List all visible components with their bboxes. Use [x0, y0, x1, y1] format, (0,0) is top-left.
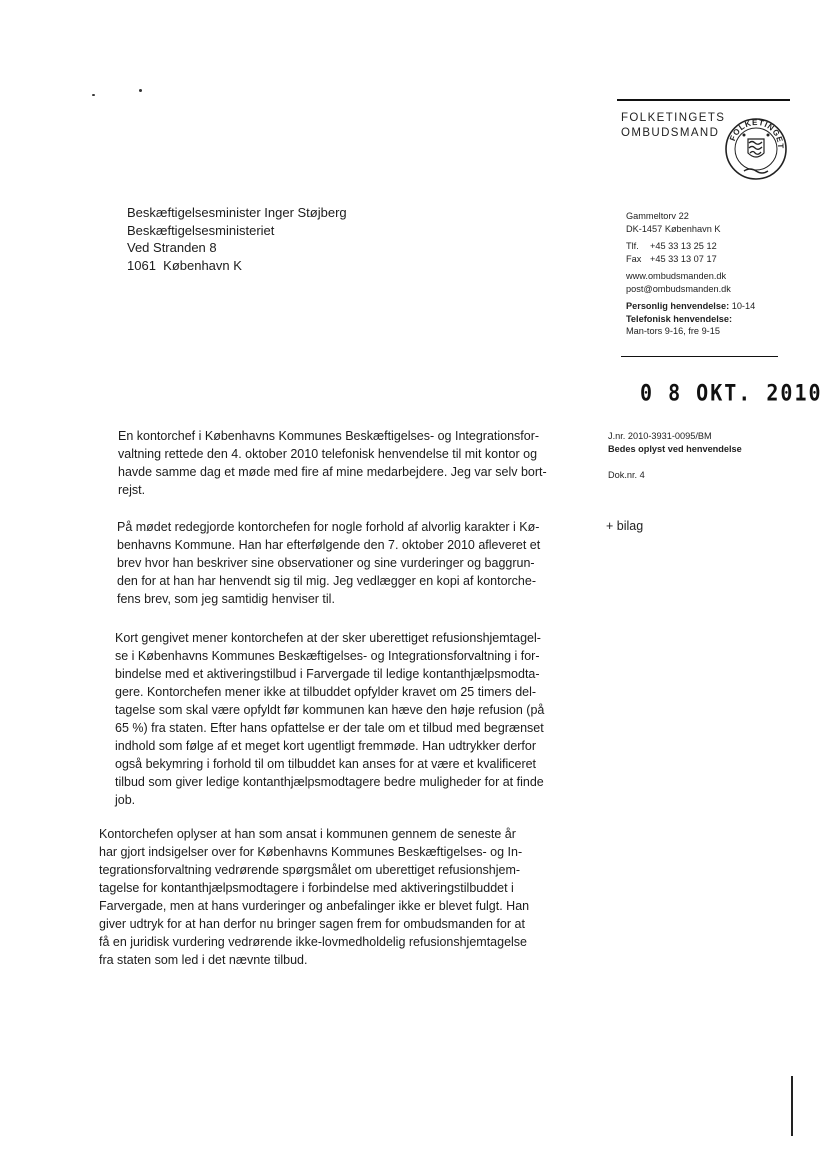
paragraph-line: fra staten som led i det nævnte tilbud. [99, 953, 308, 967]
recipient-name: Beskæftigelsesminister Inger Støjberg [127, 205, 347, 220]
paragraph-line: indhold som følge af et meget kort ugentligt fremmøde. Han udtrykker derfor [115, 739, 537, 753]
paragraph-line: få en juridisk vurdering vedrørende ikke-lovmedholdelig refusionshjemtagelse [99, 935, 527, 949]
paragraph-line: bindelse med et aktiveringstilbud i Farvergade til ledige kontanthjælpsmodta- [115, 667, 540, 681]
paragraph-line: På mødet redegjorde kontorchefen for nogle forhold af alvorlig karakter i Kø- [117, 520, 540, 534]
journal-number: J.nr. 2010-3931-0095/BM [608, 431, 712, 441]
phone-contact-hours: Man-tors 9-16, fre 9-15 [626, 326, 720, 336]
org-name-line2: OMBUDSMAND [621, 127, 720, 139]
paragraph-line: har gjort indsigelser over for Københavns Kommunes Beskæftigelses- og In- [99, 845, 523, 859]
attachment-note: + bilag [606, 519, 644, 533]
scan-speck [139, 89, 142, 92]
document-number: Dok.nr. 4 [608, 470, 645, 480]
fax-number: +45 33 13 07 17 [650, 253, 717, 264]
paragraph-line: tagelse som skal være opfyldt før kommunen kan hæve den høje refusion (på [115, 703, 545, 717]
header-rule [617, 99, 790, 101]
paragraph-line: benhavns Kommune. Han har efterfølgende den 7. oktober 2010 afleveret et [117, 538, 541, 552]
paragraph-line: En kontorchef i Københavns Kommunes Beskæftigelses- og Integrationsfor- [118, 429, 540, 443]
paragraph-line: gere. Kontorchefen mener ikke at tilbuddet opfylder kravet om 25 timers del- [115, 685, 537, 699]
org-name-line1: FOLKETINGETS [621, 112, 726, 124]
journal-note: Bedes oplyst ved henvendelse [608, 444, 742, 454]
recipient-address [127, 204, 347, 274]
folketinget-seal [724, 113, 788, 183]
phone-label: Tlf. [626, 241, 639, 251]
paragraph-line: job. [115, 793, 136, 807]
recipient-ministry: Beskæftigelsesministeriet [127, 222, 275, 238]
personal-contact-hours: 10-14 [731, 301, 756, 311]
paragraph-line: 65 %) fra staten. Efter hans opfattelse er der tale om et tilbud med begrænset [115, 721, 544, 735]
phone-contact-label: Telefonisk henvendelse: [626, 313, 733, 324]
contact-rule [621, 356, 778, 357]
fax-label: Fax [626, 253, 642, 264]
paragraph-line: tilbud som giver ledige kontanthjælpsmodtagere bedre muligheder for at finde [115, 775, 544, 789]
website-text: www.ombudsmanden.dk [626, 271, 727, 281]
seal-text: FOLKETINGET [728, 117, 786, 150]
email-text: post@ombudsmanden.dk [626, 283, 731, 294]
phone-number: +45 33 13 25 12 [650, 241, 717, 251]
paragraph-line: rejst. [118, 483, 146, 497]
paragraph-line: den for at han har henvendt sig til mig. Jeg vedlægger en kopi af kontorche- [117, 574, 537, 588]
recipient-city: 1061 København K [127, 257, 242, 273]
paragraph-line: valtning rettede den 4. oktober 2010 telefonisk henvendelse til mit kontor og [118, 447, 538, 461]
date-stamp: 0 8 OKT. 2010 [640, 379, 823, 407]
paragraph-line: fens brev, som jeg samtidig henviser til. [117, 592, 335, 606]
recipient-street: Ved Stranden 8 [127, 240, 217, 255]
paragraph-line: se i Københavns Kommunes Beskæftigelses- og Integrationsforvaltning i for- [115, 649, 540, 663]
paragraph-line: Kort gengivet mener kontorchefen at der sker uberettiget refusionshjemtagel- [115, 631, 541, 645]
seal-emblem-icon [724, 113, 788, 183]
contact-street: Gammeltorv 22 [626, 211, 689, 221]
scan-speck [92, 94, 95, 96]
paragraph-line: giver udtryk for at han derfor nu bringer sagen frem for ombudsmanden for at [99, 917, 525, 931]
org-name [621, 111, 725, 141]
paragraph-line: Kontorchefen oplyser at han som ansat i kommunen gennem de seneste år [99, 827, 516, 841]
paragraph-line: Farvergade, men at hans vurderinger og anbefalinger ikke er blevet fulgt. Han [99, 899, 530, 913]
paragraph-line: også bekymring i forhold til om tilbuddet kan anses for at være et kvalificeret [115, 757, 537, 771]
paragraph-line: brev hvor han beskriver sine observationer og sine vurderinger og baggrun- [117, 556, 535, 570]
paragraph-line: tegrationsforvaltning vedrørende spørgsmålet om uberettiget refusionshjem- [99, 863, 521, 877]
personal-contact-label: Personlig henvendelse: [626, 301, 730, 311]
contact-postal: DK-1457 København K [626, 223, 721, 234]
paragraph-line: tagelse for kontanthjælpsmodtagere i forbindelse med aktiveringstilbuddet i [99, 881, 514, 895]
paragraph-line: havde samme dag et møde med fire af mine medarbejdere. Jeg var selv bort- [118, 465, 547, 479]
contact-block [626, 210, 755, 338]
scan-edge-line [791, 1076, 793, 1136]
